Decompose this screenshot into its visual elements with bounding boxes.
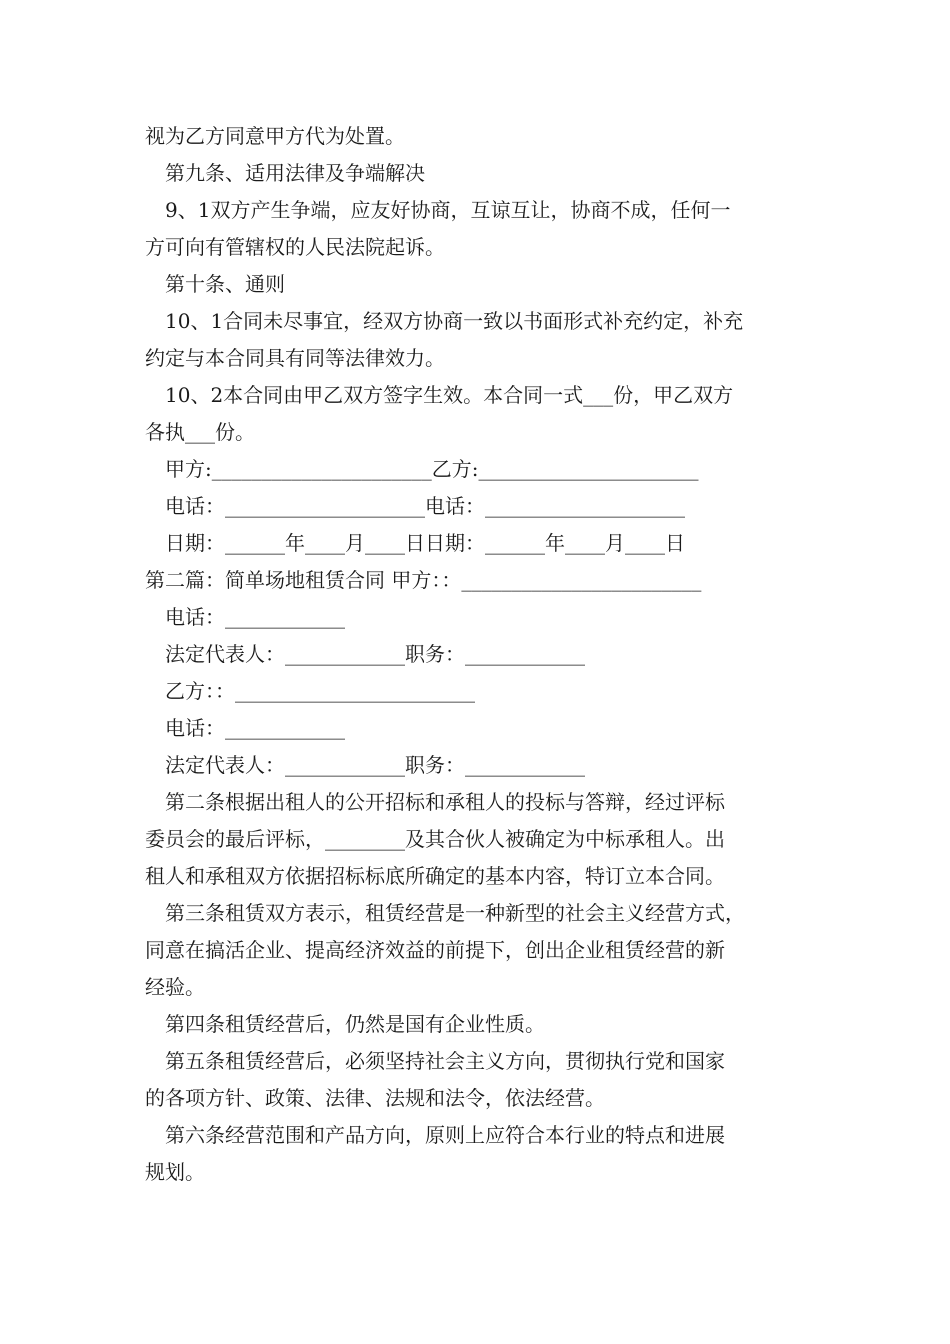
text-line: 规划。 — [145, 1160, 205, 1184]
text-line: 经验。 — [145, 975, 205, 999]
chapter-heading: 第二篇：简单场地租赁合同 甲方：：________________________ — [145, 568, 702, 592]
text-line: 委员会的最后评标，________及其合伙人被确定为中标承租人。出 — [145, 827, 725, 851]
signature-phone-line: 电话：____________________电话：____________________ — [165, 494, 685, 518]
party-representative-field: 法定代表人：____________职务：____________ — [165, 642, 585, 666]
text-line: 各执___份。 — [145, 420, 255, 444]
text-line: 的各项方针、政策、法律、法规和法令，依法经营。 — [145, 1086, 605, 1110]
text-line: 视为乙方同意甲方代为处置。 — [145, 124, 405, 148]
party-phone-field: 电话：____________ — [165, 605, 345, 629]
article-text: 第五条租赁经营后，必须坚持社会主义方向，贯彻执行党和国家 — [165, 1049, 725, 1073]
section-heading: 第九条、适用法律及争端解决 — [165, 161, 425, 185]
text-line: 同意在搞活企业、提高经济效益的前提下，创出企业租赁经营的新 — [145, 938, 725, 962]
party-b-field: 乙方：：________________________ — [165, 679, 475, 703]
text-line: 方可向有管辖权的人民法院起诉。 — [145, 235, 445, 259]
signature-date-line: 日期：______年____月____日日期：______年____月____日 — [165, 531, 685, 555]
text-line: 租人和承租双方依据招标标底所确定的基本内容，特订立本合同。 — [145, 864, 725, 888]
text-line: 约定与本合同具有同等法律效力。 — [145, 346, 445, 370]
article-text: 第三条租赁双方表示，租赁经营是一种新型的社会主义经营方式， — [165, 901, 745, 925]
clause-text: 10、2本合同由甲乙双方签字生效。本合同一式___份，甲乙双方 — [165, 383, 734, 407]
clause-text: 10、1合同未尽事宜，经双方协商一致以书面形式补充约定，补充 — [165, 309, 744, 333]
section-heading: 第十条、通则 — [165, 272, 285, 296]
document-body — [145, 118, 815, 1191]
article-text: 第六条经营范围和产品方向，原则上应符合本行业的特点和进展 — [165, 1123, 725, 1147]
party-phone-field: 电话：____________ — [165, 716, 345, 740]
party-representative-field: 法定代表人：____________职务：____________ — [165, 753, 585, 777]
clause-text: 9、1双方产生争端，应友好协商，互谅互让，协商不成，任何一 — [165, 198, 731, 222]
article-text: 第四条租赁经营后，仍然是国有企业性质。 — [165, 1012, 545, 1036]
article-text: 第二条根据出租人的公开招标和承租人的投标与答辩，经过评标 — [165, 790, 725, 814]
signature-party-line: 甲方:______________________乙方:______________________ — [165, 457, 699, 481]
